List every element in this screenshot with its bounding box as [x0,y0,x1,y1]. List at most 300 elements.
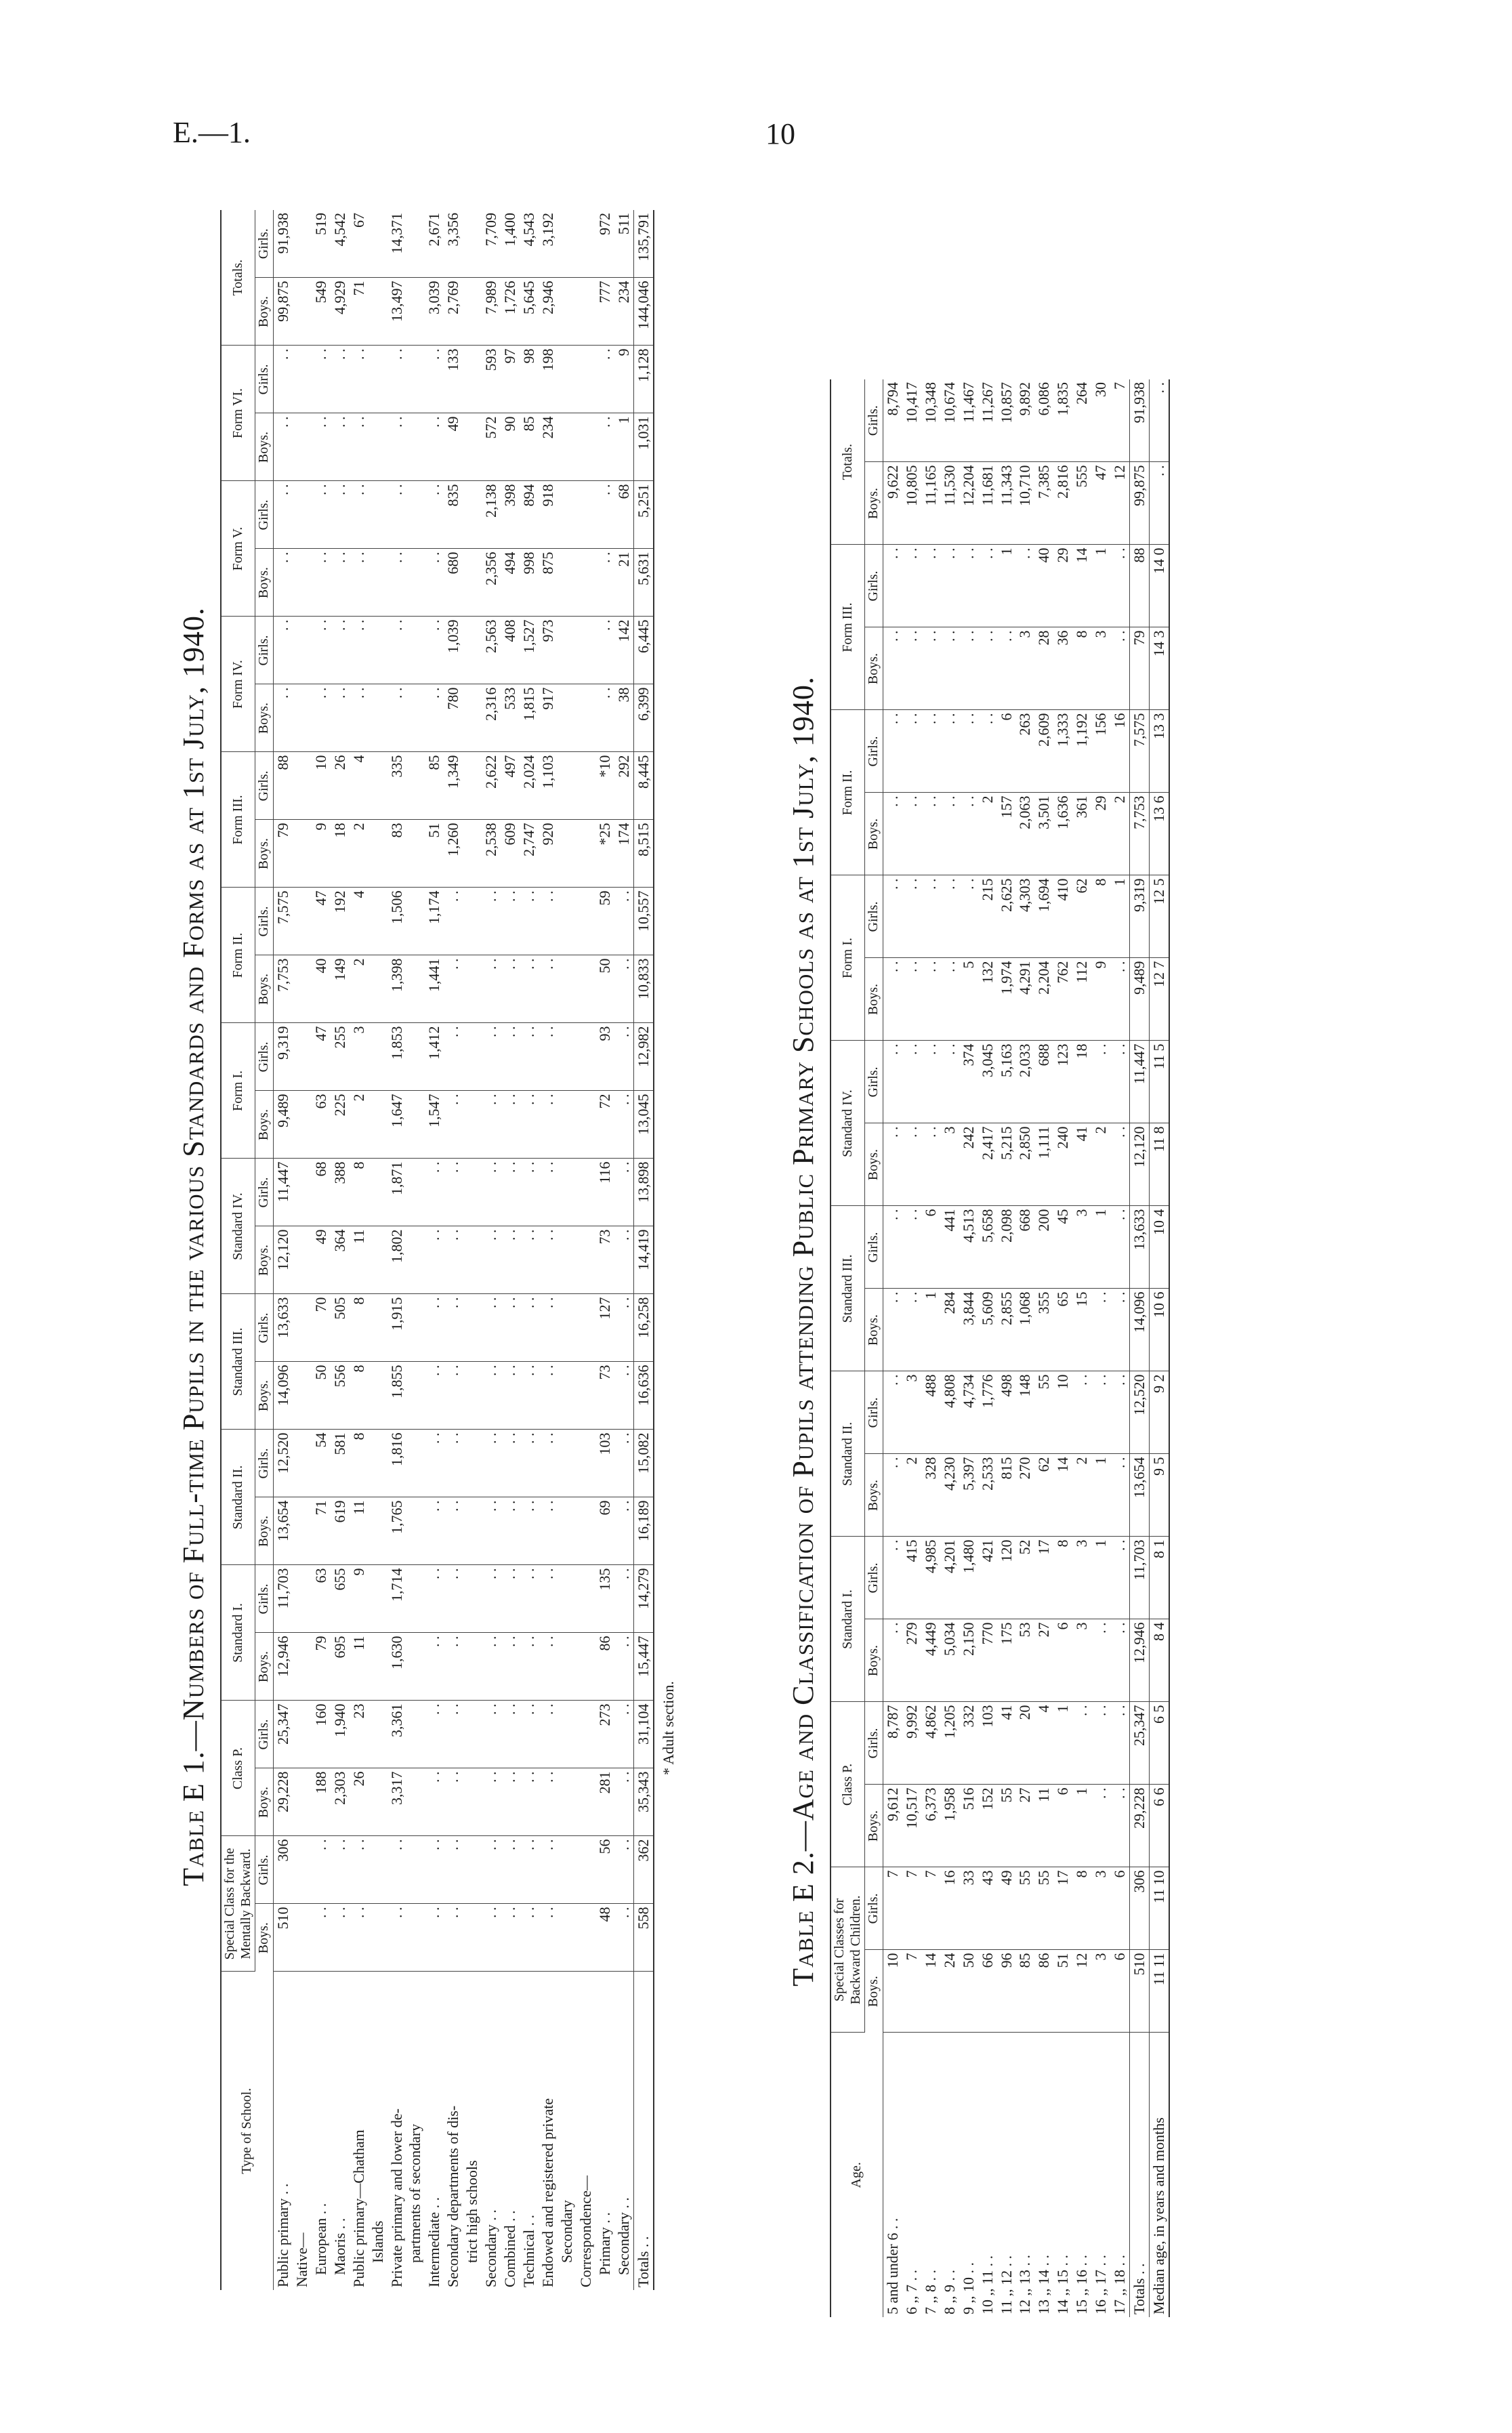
row-label: 7 ,, 8 . . [921,2270,939,2314]
table-row [350,210,369,2290]
cell-value: 5,645 [520,278,539,346]
girls-header: Girls. [865,379,883,462]
totals-value: 31,104 [633,1701,653,1768]
cell-value: . . [959,710,978,793]
boys-header: Boys. [865,1950,883,2033]
cell-value: . . [482,1091,501,1159]
cell-value: 3,501 [1034,793,1053,875]
cell-value: 4,808 [940,1371,959,1454]
cell-value: 1,349 [444,752,463,820]
cell-value: 510 [273,1904,292,1972]
cell-value: 1,815 [520,684,539,752]
row-label: 6 ,, 7 . . [902,2270,920,2314]
cell-value [369,278,387,346]
cell-value [293,278,312,346]
cell-value [293,820,312,888]
cell-value [463,549,482,617]
cell-value [293,1430,312,1497]
totals-value: 558 [633,1904,653,1972]
cell-value [558,413,576,481]
cell-value: . . [1110,1537,1129,1619]
cell-value: . . [444,1091,463,1159]
boys-header: Boys. [255,278,274,346]
cell-value [558,278,576,346]
cell-value: . . [444,1904,463,1972]
cell-value: . . [883,545,902,627]
cell-value [463,1836,482,1904]
cell-value [463,413,482,481]
cell-value: . . [1110,1454,1129,1537]
cell-value [463,617,482,684]
cell-value [369,617,387,684]
cell-value: . . [539,1565,558,1633]
cell-value: 69 [595,1497,614,1565]
totals-value: 25,347 [1130,1702,1150,1785]
cell-value [293,888,312,955]
table-row [883,379,902,2317]
cell-value: . . [482,1904,501,1972]
cell-value: 112 [1072,958,1091,1041]
cell-value: 9,319 [273,1023,292,1091]
cell-value: 3 [1091,1950,1110,2033]
cell-value [463,1023,482,1091]
cell-value: . . [425,1904,444,1972]
boys-header: Boys. [865,958,883,1041]
cell-value: . . [501,1294,520,1362]
cell-value [293,210,312,278]
cell-value: . . [539,1768,558,1836]
cell-value: 2,063 [1015,793,1034,875]
cell-value: 85 [1015,1950,1034,2033]
column-group-header: Form III. [221,752,255,888]
cell-value: . . [501,888,520,955]
median-value: 12 5 [1150,875,1169,958]
cell-value: . . [331,481,350,549]
cell-value [369,1226,387,1294]
cell-value: 4,734 [959,1371,978,1454]
cell-value [406,481,425,549]
column-group-header: Form IV. [221,617,255,752]
cell-value: 680 [444,549,463,617]
cell-value: 1,527 [520,617,539,684]
cell-value: . . [1072,1371,1091,1454]
cell-value [369,820,387,888]
cell-value: 1,940 [331,1701,350,1768]
cell-value: 47 [1091,462,1110,545]
cell-value: 79 [312,1633,331,1701]
table-row [1110,379,1129,2317]
cell-value: 918 [539,481,558,549]
totals-value: 5,631 [633,549,653,617]
cell-value: . . [959,545,978,627]
cell-value: . . [902,1289,921,1371]
cell-value: 270 [1015,1454,1034,1537]
cell-value: 609 [501,820,520,888]
column-group-header: Form II. [831,710,865,875]
row-label: 13 ,, 14 . . [1035,2255,1053,2314]
row-label: European . . [312,2203,329,2275]
cell-value: 2,538 [482,820,501,888]
cell-value: 55 [1034,1371,1053,1454]
cell-value: 4,201 [940,1537,959,1619]
cell-value [406,1294,425,1362]
cell-value: 68 [614,481,633,549]
cell-value: . . [312,684,331,752]
median-value: 11 11 [1150,1950,1169,2033]
cell-value [463,278,482,346]
cell-value: . . [331,1836,350,1904]
column-group-header: Form III. [831,545,865,710]
cell-value: 7 [1110,379,1129,462]
cell-value: . . [539,1430,558,1497]
cell-value: . . [425,346,444,413]
cell-value: 1 [1091,1206,1110,1289]
cell-value: 48 [595,1904,614,1972]
cell-value: 12 [1110,462,1129,545]
cell-value: 6 [997,710,1016,793]
girls-header: Girls. [865,1702,883,1785]
cell-value: 12,120 [273,1226,292,1294]
cell-value: 1,855 [387,1362,406,1430]
cell-value: 3 [1072,1619,1091,1702]
cell-value: . . [883,1537,902,1619]
cell-value: 441 [940,1206,959,1289]
boys-header: Boys. [865,1289,883,1371]
cell-value: 494 [501,549,520,617]
girls-header: Girls. [255,888,274,955]
cell-value: . . [539,955,558,1023]
cell-value: . . [614,1565,633,1633]
cell-value: 2,417 [978,1123,997,1206]
column-group-header: Standard IV. [221,1159,255,1294]
cell-value: . . [921,1123,940,1206]
cell-value: 225 [331,1091,350,1159]
cell-value: 133 [444,346,463,413]
cell-value: 73 [595,1362,614,1430]
boys-header: Boys. [255,955,274,1023]
row-label: Secondary [558,2200,576,2263]
cell-value: 16 [940,1867,959,1950]
cell-value [558,1768,576,1836]
cell-value: 1,694 [1034,875,1053,958]
cell-value: 273 [595,1701,614,1768]
cell-value: 174 [614,820,633,888]
cell-value: 85 [520,413,539,481]
cell-value: 505 [331,1294,350,1362]
row-label: Endowed and registered private [539,2098,557,2287]
table-row [1053,379,1072,2317]
cell-value: . . [614,1159,633,1226]
cell-value: 149 [331,955,350,1023]
cell-value: . . [997,627,1016,710]
cell-value [576,346,595,413]
cell-value: . . [1091,1289,1110,1371]
table-row [273,210,292,2290]
cell-value [369,1430,387,1497]
cell-value: 51 [1053,1950,1072,2033]
cell-value: 9,612 [883,1785,902,1867]
cell-value [558,820,576,888]
row-label: 8 ,, 9 . . [940,2270,958,2314]
cell-value: 519 [312,210,331,278]
cell-value: . . [614,1904,633,1972]
column-group-header: Special Classes for Backward Children. [831,1867,865,2033]
cell-value [463,1565,482,1633]
cell-value: 18 [1072,1041,1091,1123]
cell-value: 2 [1110,793,1129,875]
cell-value: 1,398 [387,955,406,1023]
cell-value: 1,412 [425,1023,444,1091]
cell-value: . . [444,1497,463,1565]
table-row [576,210,595,2290]
cell-value: 55 [997,1785,1016,1867]
row-label: Public primary . . [274,2183,291,2287]
cell-value: 3,356 [444,210,463,278]
cell-value: . . [482,1362,501,1430]
cell-value: 8 [350,1362,369,1430]
cell-value: 1,776 [978,1371,997,1454]
cell-value: 1,726 [501,278,520,346]
cell-value: 2 [902,1454,921,1537]
cell-value [558,888,576,955]
cell-value: . . [1072,1702,1091,1785]
cell-value: . . [902,1041,921,1123]
cell-value: 200 [1034,1206,1053,1289]
totals-value: 12,946 [1130,1619,1150,1702]
cell-value [463,481,482,549]
cell-value: . . [520,1362,539,1430]
cell-value: 9 [312,820,331,888]
cell-value: . . [883,1289,902,1371]
cell-value [406,1633,425,1701]
cell-value: 11 [350,1633,369,1701]
cell-value: . . [614,1497,633,1565]
cell-value: . . [425,1159,444,1226]
cell-value: 2,150 [959,1619,978,1702]
cell-value [558,617,576,684]
cell-value [293,752,312,820]
cell-value: 655 [331,1565,350,1633]
cell-value: 488 [921,1371,940,1454]
cell-value: . . [482,1023,501,1091]
cell-value: 292 [614,752,633,820]
cell-value: 8 [1091,875,1110,958]
cell-value: . . [883,1206,902,1289]
median-value: 13 6 [1150,793,1169,875]
column-group-header: Form V. [221,481,255,617]
cell-value [293,1633,312,1701]
cell-value: . . [883,710,902,793]
cell-value: 4 [350,888,369,955]
cell-value: . . [350,1836,369,1904]
cell-value [558,1701,576,1768]
cell-value: 2,098 [997,1206,1016,1289]
totals-value: 13,654 [1130,1454,1150,1537]
cell-value [576,1362,595,1430]
cell-value: 415 [902,1537,921,1619]
cell-value: . . [595,549,614,617]
cell-value: 3 [1091,1867,1110,1950]
cell-value: . . [350,617,369,684]
cell-value [369,1294,387,1362]
column-group-header: Standard III. [221,1294,255,1430]
cell-value: 556 [331,1362,350,1430]
totals-value: 12,520 [1130,1371,1150,1454]
cell-value: . . [978,627,997,710]
cell-value: 2,356 [482,549,501,617]
cell-value: 2,747 [520,820,539,888]
cell-value: 1,441 [425,955,444,1023]
cell-value: . . [978,545,997,627]
cell-value [406,1159,425,1226]
totals-value: 6,399 [633,684,653,752]
boys-header: Boys. [255,413,274,481]
cell-value [369,210,387,278]
cell-value: 7 [921,1867,940,1950]
cell-value: 1,871 [387,1159,406,1226]
cell-value [369,684,387,752]
boys-header: Boys. [255,1768,274,1836]
totals-value: 144,046 [633,278,653,346]
median-value: 11 5 [1150,1041,1169,1123]
cell-value: 71 [312,1497,331,1565]
cell-value: 555 [1072,462,1091,545]
cell-value: 421 [978,1537,997,1619]
cell-value: 306 [273,1836,292,1904]
boys-header: Boys. [255,1497,274,1565]
girls-header: Girls. [865,1206,883,1289]
row-label: Technical . . [520,2214,538,2287]
totals-value: 10,557 [633,888,653,955]
cell-value: . . [959,627,978,710]
page-code: E.—1. [173,116,251,149]
cell-value: 1 [1110,875,1129,958]
cell-value [293,1836,312,1904]
cell-value: . . [1110,1041,1129,1123]
row-label: Secondary departments of dis- [444,2105,462,2287]
table-row [444,210,463,2290]
cell-value: . . [501,1768,520,1836]
cell-value: 11 [1034,1785,1053,1867]
cell-value: 6,373 [921,1785,940,1867]
cell-value [576,1294,595,1362]
row-label: Primary . . [595,2212,613,2275]
cell-value: 361 [1072,793,1091,875]
cell-value: . . [520,1091,539,1159]
girls-header: Girls. [255,1023,274,1091]
girls-header: Girls. [255,752,274,820]
cell-value: 279 [902,1619,921,1702]
cell-value: 1,853 [387,1023,406,1091]
cell-value: . . [520,1294,539,1362]
cell-value: 6 [1053,1619,1072,1702]
cell-value: . . [350,1904,369,1972]
cell-value: 10 [1053,1371,1072,1454]
cell-value: 762 [1053,958,1072,1041]
table-row [1015,379,1034,2317]
cell-value: 11,681 [978,462,997,545]
cell-value: 328 [921,1454,940,1537]
cell-value: 9,992 [902,1702,921,1785]
cell-value: . . [940,1041,959,1123]
cell-value: 1,802 [387,1226,406,1294]
median-value: 9 5 [1150,1454,1169,1537]
cell-value: 14,096 [273,1362,292,1430]
totals-value: 7,753 [1130,793,1150,875]
cell-value [293,1701,312,1768]
girls-header: Girls. [255,1565,274,1633]
cell-value: 284 [940,1289,959,1371]
cell-value: . . [520,1904,539,1972]
cell-value: 5,215 [997,1123,1016,1206]
cell-value [558,346,576,413]
cell-value: 1,260 [444,820,463,888]
cell-value [293,549,312,617]
cell-value: 1,958 [940,1785,959,1867]
cell-value: 8 [1072,1867,1091,1950]
column-group-header: Standard I. [831,1537,865,1702]
table-e2-block [786,346,1477,2317]
cell-value: 93 [595,1023,614,1091]
girls-header: Girls. [865,545,883,627]
cell-value: . . [1110,1619,1129,1702]
cell-value [406,1768,425,1836]
cell-value: 53 [1015,1619,1034,1702]
cell-value: 12,946 [273,1633,292,1701]
cell-value [369,1091,387,1159]
totals-value: 13,898 [633,1159,653,1226]
cell-value: 14,371 [387,210,406,278]
totals-value: 16,189 [633,1497,653,1565]
boys-header: Boys. [255,820,274,888]
cell-value: 2,855 [997,1289,1016,1371]
cell-value [558,1565,576,1633]
cell-value: . . [331,549,350,617]
cell-value: . . [921,793,940,875]
cell-value: . . [425,684,444,752]
cell-value [576,1768,595,1836]
cell-value: . . [614,1023,633,1091]
median-value: 8 1 [1150,1537,1169,1619]
cell-value: 12 [1072,1950,1091,2033]
cell-value: . . [387,1904,406,1972]
cell-value: 1,111 [1034,1123,1053,1206]
cell-value: . . [482,1159,501,1226]
cell-value: 52 [1015,1537,1034,1619]
cell-value: 410 [1053,875,1072,958]
cell-value: 1 [1091,1537,1110,1619]
cell-value: . . [1110,1289,1129,1371]
girls-header: Girls. [255,481,274,549]
cell-value [576,1430,595,1497]
boys-header: Boys. [255,684,274,752]
table-row [940,379,959,2317]
cell-value: . . [312,1836,331,1904]
cell-value: . . [444,1701,463,1768]
median-value: 11 8 [1150,1123,1169,1206]
cell-value: 4,303 [1015,875,1034,958]
cell-value [463,1362,482,1430]
boys-header: Boys. [255,1362,274,1430]
cell-value: 88 [273,752,292,820]
cell-value: 7,709 [482,210,501,278]
cell-value: 917 [539,684,558,752]
cell-value: . . [978,710,997,793]
cell-value: . . [331,617,350,684]
cell-value: 264 [1072,379,1091,462]
cell-value: 8 [1053,1537,1072,1619]
cell-value: . . [959,793,978,875]
